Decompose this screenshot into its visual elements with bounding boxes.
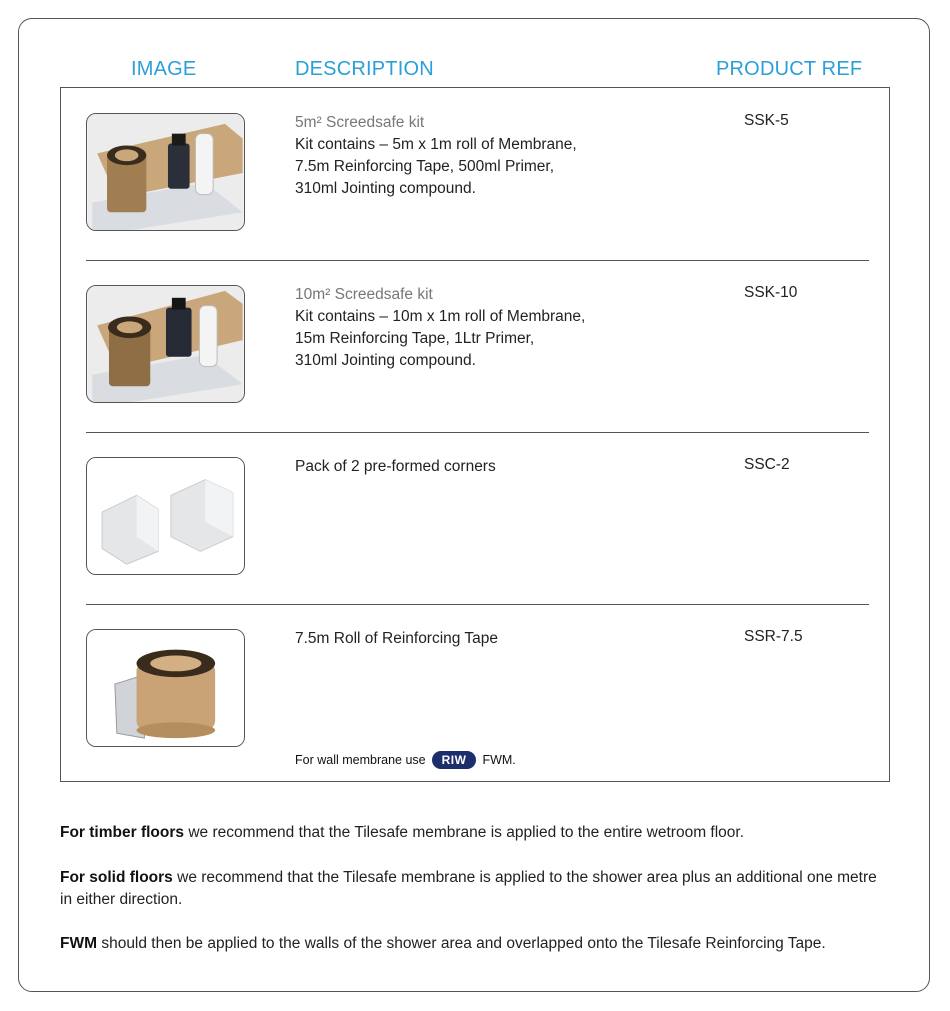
description-line: 310ml Jointing compound. (295, 352, 476, 369)
column-header-image: IMAGE (131, 58, 197, 80)
product-ref: SSC-2 (744, 456, 790, 473)
reinforcing-tape-image (86, 629, 245, 747)
product-title: 5m² Screedsafe kit (295, 114, 425, 131)
description-line: 15m Reinforcing Tape, 1Ltr Primer, (295, 330, 535, 347)
description-line: 310ml Jointing compound. (295, 180, 476, 197)
footer-text: we recommend that the Tilesafe membrane is applied to the entire wetroom floor. (184, 824, 745, 841)
footer-bold-lead: FWM (60, 935, 98, 952)
footer-paragraph-timber (60, 822, 890, 844)
footer-text: should then be applied to the walls of the shower area and overlapped onto the Tilesafe Reinforcing Tape. (97, 935, 826, 952)
wall-membrane-note (295, 751, 516, 769)
product-title: 10m² Screedsafe kit (295, 286, 433, 303)
table-row (61, 88, 891, 260)
preformed-corners-image (86, 457, 245, 575)
footer-paragraph-fwm (60, 933, 890, 955)
screedsafe-kit-image (86, 285, 245, 403)
footer-text: we recommend that the Tilesafe membrane is applied to the shower area plus an additional one metre in either direction. (60, 869, 877, 908)
table-row (61, 260, 891, 432)
column-header-description: DESCRIPTION (295, 58, 434, 80)
note-suffix: FWM. (482, 753, 516, 767)
product-description (295, 284, 675, 372)
product-ref: SSK-5 (744, 112, 789, 129)
product-description (295, 628, 675, 650)
column-header-product-ref: PRODUCT REF (716, 58, 863, 80)
footer-bold-lead: For solid floors (60, 869, 173, 886)
product-table (60, 87, 890, 782)
footer-paragraph-solid (60, 867, 890, 911)
note-prefix: For wall membrane use (295, 753, 426, 767)
product-description (295, 112, 675, 200)
table-row (61, 604, 891, 776)
description-line: Kit contains – 5m x 1m roll of Membrane, (295, 136, 577, 153)
product-ref: SSK-10 (744, 284, 798, 301)
riw-logo-badge: RIW (432, 751, 477, 769)
product-description (295, 456, 675, 478)
screedsafe-kit-image (86, 113, 245, 231)
product-ref: SSR-7.5 (744, 628, 803, 645)
description-line: Kit contains – 10m x 1m roll of Membrane, (295, 308, 586, 325)
table-row (61, 432, 891, 604)
description-line: 7.5m Roll of Reinforcing Tape (295, 630, 499, 647)
description-line: Pack of 2 pre-formed corners (295, 458, 496, 475)
description-line: 7.5m Reinforcing Tape, 500ml Primer, (295, 158, 555, 175)
footer-bold-lead: For timber floors (60, 824, 185, 841)
